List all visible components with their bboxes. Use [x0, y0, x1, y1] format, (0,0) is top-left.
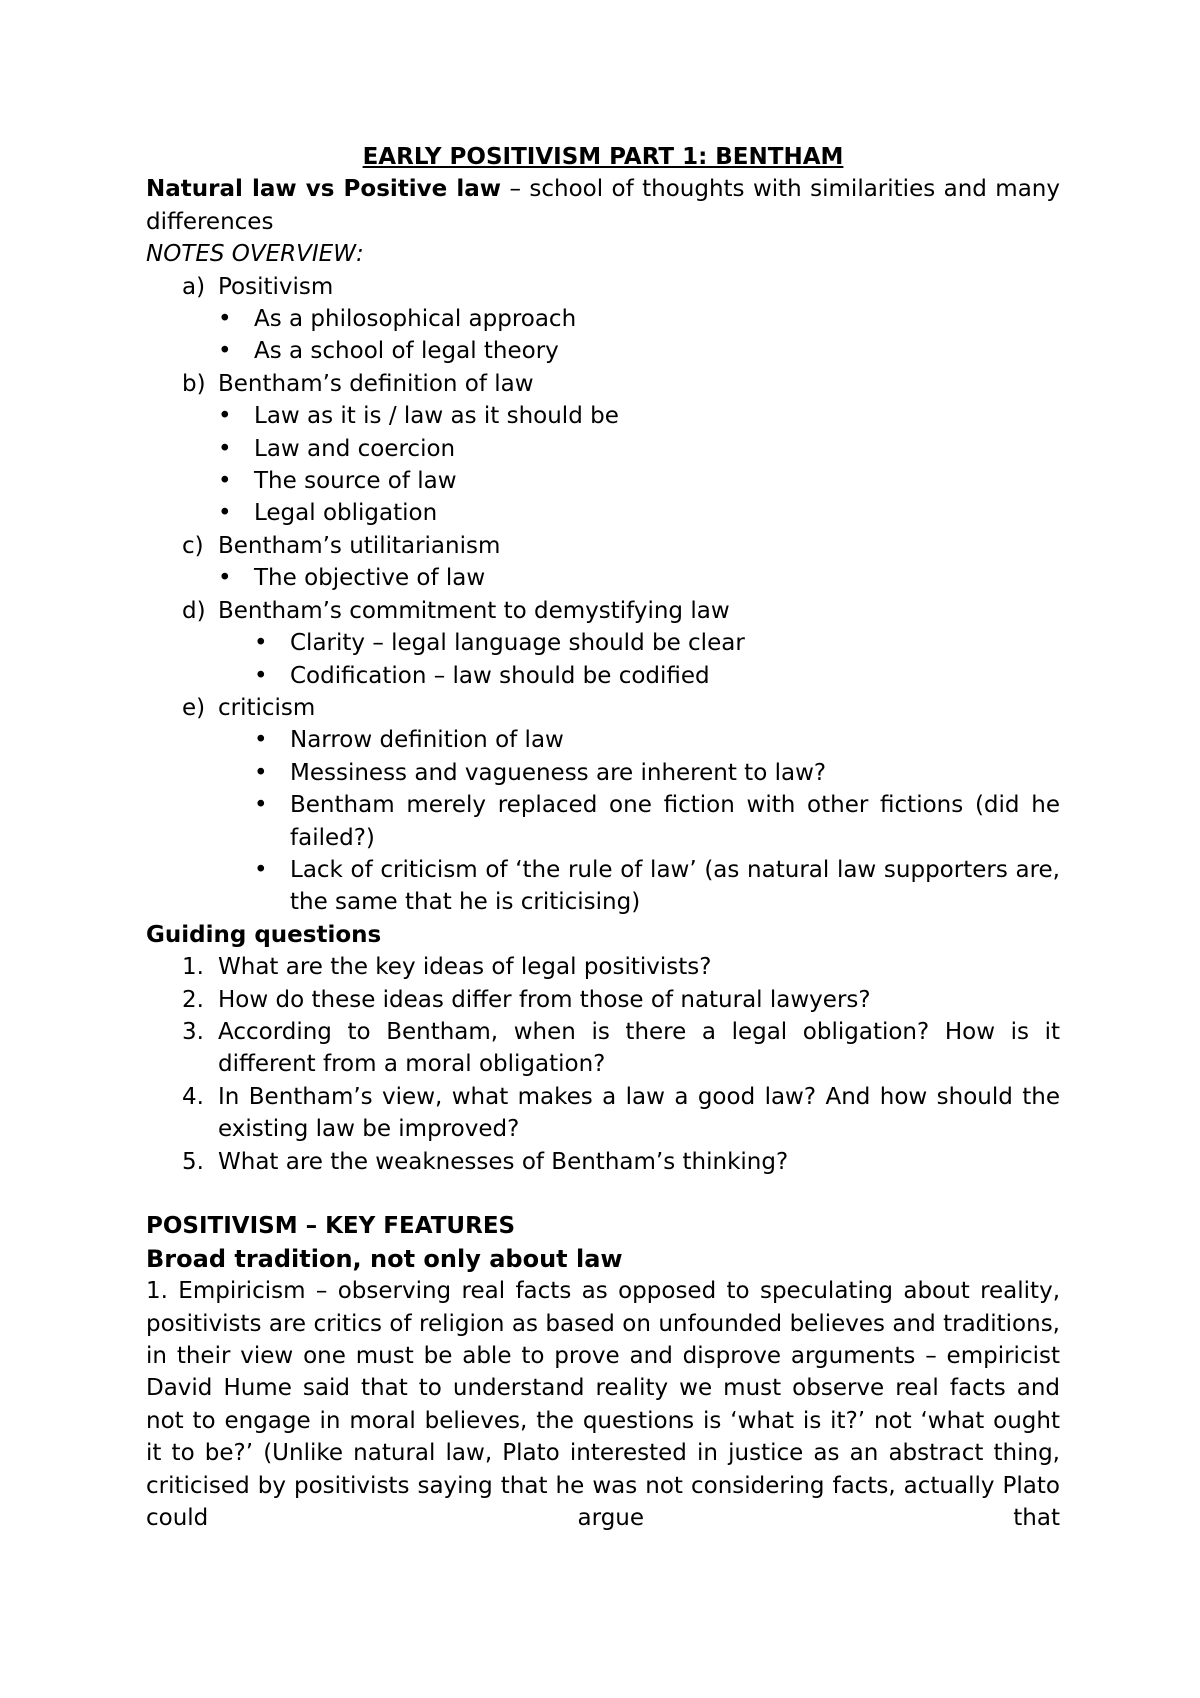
bullet-icon: •	[254, 630, 268, 657]
overview-bullet	[146, 789, 1060, 854]
question-text: What are the key ideas of legal positivists?	[218, 954, 712, 981]
section-heading: POSITIVISM – KEY FEATURES	[146, 1213, 516, 1240]
intro-paragraph	[146, 173, 1060, 238]
question-number: 1.	[182, 954, 204, 981]
bullet-icon: •	[254, 727, 268, 754]
overview-bullet-text: Clarity – legal language should be clear	[290, 630, 745, 657]
overview-bullet-text: The source of law	[254, 468, 457, 495]
overview-bullet-text: Legal obligation	[254, 500, 438, 527]
overview-item-label: Bentham’s definition of law	[218, 370, 534, 397]
question-text: According to Bentham, when is there a legal obligation? How is it different from a moral obligation?	[218, 1018, 1060, 1078]
overview-bullet-text: As a school of legal theory	[254, 338, 559, 365]
bullet-icon: •	[254, 662, 268, 689]
body-paragraph: 1. Empiricism – observing real facts as opposed to speculating about reality, positivists are critics of religion as based on unfounded believes and traditions, in their view one must be able to prove and disprove arguments – empiricist David Hume said that to understand reality we must observe real facts and not to engage in moral believes, the questions is ‘what is it?’ not ‘what ought it to be?’ (Unlike natural law, Plato interested in justice as an abstract thing, criticised by positivists saying that he was not considering facts, actually Plato could argue that	[146, 1278, 1060, 1532]
question-number: 3.	[182, 1018, 204, 1045]
overview-bullet	[146, 303, 1060, 335]
overview-item	[146, 271, 1060, 303]
overview-list	[146, 271, 1060, 919]
overview-bullet	[146, 400, 1060, 432]
bullet-icon: •	[218, 500, 232, 527]
overview-item-marker: b)	[182, 370, 206, 397]
overview-item-label: Positivism	[218, 273, 334, 300]
guiding-questions-heading: Guiding questions	[146, 921, 382, 948]
question-number: 5.	[182, 1148, 204, 1175]
overview-bullet	[146, 497, 1060, 529]
overview-item	[146, 530, 1060, 562]
bullet-icon: •	[218, 403, 232, 430]
overview-item-marker: c)	[182, 532, 204, 559]
intro-rest: – school of thoughts with similarities and many differences	[146, 176, 1060, 235]
overview-bullet	[146, 335, 1060, 367]
overview-bullet	[146, 562, 1060, 594]
bullet-icon: •	[218, 435, 232, 462]
question-text: How do these ideas differ from those of natural lawyers?	[218, 986, 871, 1013]
bullet-icon: •	[218, 468, 232, 495]
question-text: What are the weaknesses of Bentham’s thinking?	[218, 1148, 789, 1175]
question-item	[146, 1081, 1060, 1146]
section-subheading: Broad tradition, not only about law	[146, 1244, 623, 1273]
question-item	[146, 951, 1060, 983]
overview-bullet	[146, 757, 1060, 789]
overview-label: NOTES OVERVIEW:	[146, 241, 364, 268]
bullet-icon: •	[218, 338, 232, 365]
overview-bullet	[146, 627, 1060, 659]
bullet-icon: •	[254, 856, 268, 883]
question-number: 4.	[182, 1083, 204, 1110]
overview-item	[146, 368, 1060, 400]
overview-bullet	[146, 724, 1060, 756]
overview-item-label: Bentham’s commitment to demystifying law	[218, 597, 730, 624]
overview-bullet	[146, 465, 1060, 497]
bullet-icon: •	[254, 759, 268, 786]
question-item	[146, 1016, 1060, 1081]
overview-bullet-text: As a philosophical approach	[254, 306, 577, 333]
overview-bullet-text: Narrow definition of law	[290, 727, 564, 754]
overview-item-marker: a)	[182, 273, 206, 300]
question-item	[146, 1146, 1060, 1178]
overview-bullet-text: Lack of criticism of ‘the rule of law’ (as natural law supporters are, the same that he is criticising)	[290, 856, 1060, 916]
overview-item-label: Bentham’s utilitarianism	[218, 532, 501, 559]
bullet-icon: •	[218, 306, 232, 333]
overview-bullet-text: Law and coercion	[254, 435, 456, 462]
overview-bullet-text: Messiness and vagueness are inherent to law?	[290, 759, 827, 786]
overview-bullet-text: Bentham merely replaced one fiction with other fictions (did he failed?)	[290, 792, 1060, 851]
document-title: EARLY POSITIVISM PART 1: BENTHAM	[362, 144, 844, 170]
overview-bullet	[146, 660, 1060, 692]
bullet-icon: •	[254, 792, 268, 819]
overview-bullet	[146, 854, 1060, 919]
overview-item	[146, 692, 1060, 724]
question-item	[146, 984, 1060, 1016]
intro-bold-lead: Natural law vs Positive law	[146, 176, 502, 203]
questions-list	[146, 951, 1060, 1178]
document-page	[146, 141, 1060, 1534]
spacer	[146, 1178, 1060, 1210]
overview-item-marker: d)	[182, 597, 206, 624]
overview-item	[146, 595, 1060, 627]
overview-bullet	[146, 433, 1060, 465]
question-text: In Bentham’s view, what makes a law a good law? And how should the existing law be improved?	[218, 1083, 1060, 1143]
overview-item-label: criticism	[218, 694, 316, 721]
overview-bullet-text: Codification – law should be codified	[290, 662, 710, 689]
bullet-icon: •	[218, 565, 232, 592]
overview-bullet-text: Law as it is / law as it should be	[254, 403, 619, 430]
overview-item-marker: e)	[182, 694, 206, 721]
question-number: 2.	[182, 986, 204, 1013]
overview-bullet-text: The objective of law	[254, 565, 486, 592]
